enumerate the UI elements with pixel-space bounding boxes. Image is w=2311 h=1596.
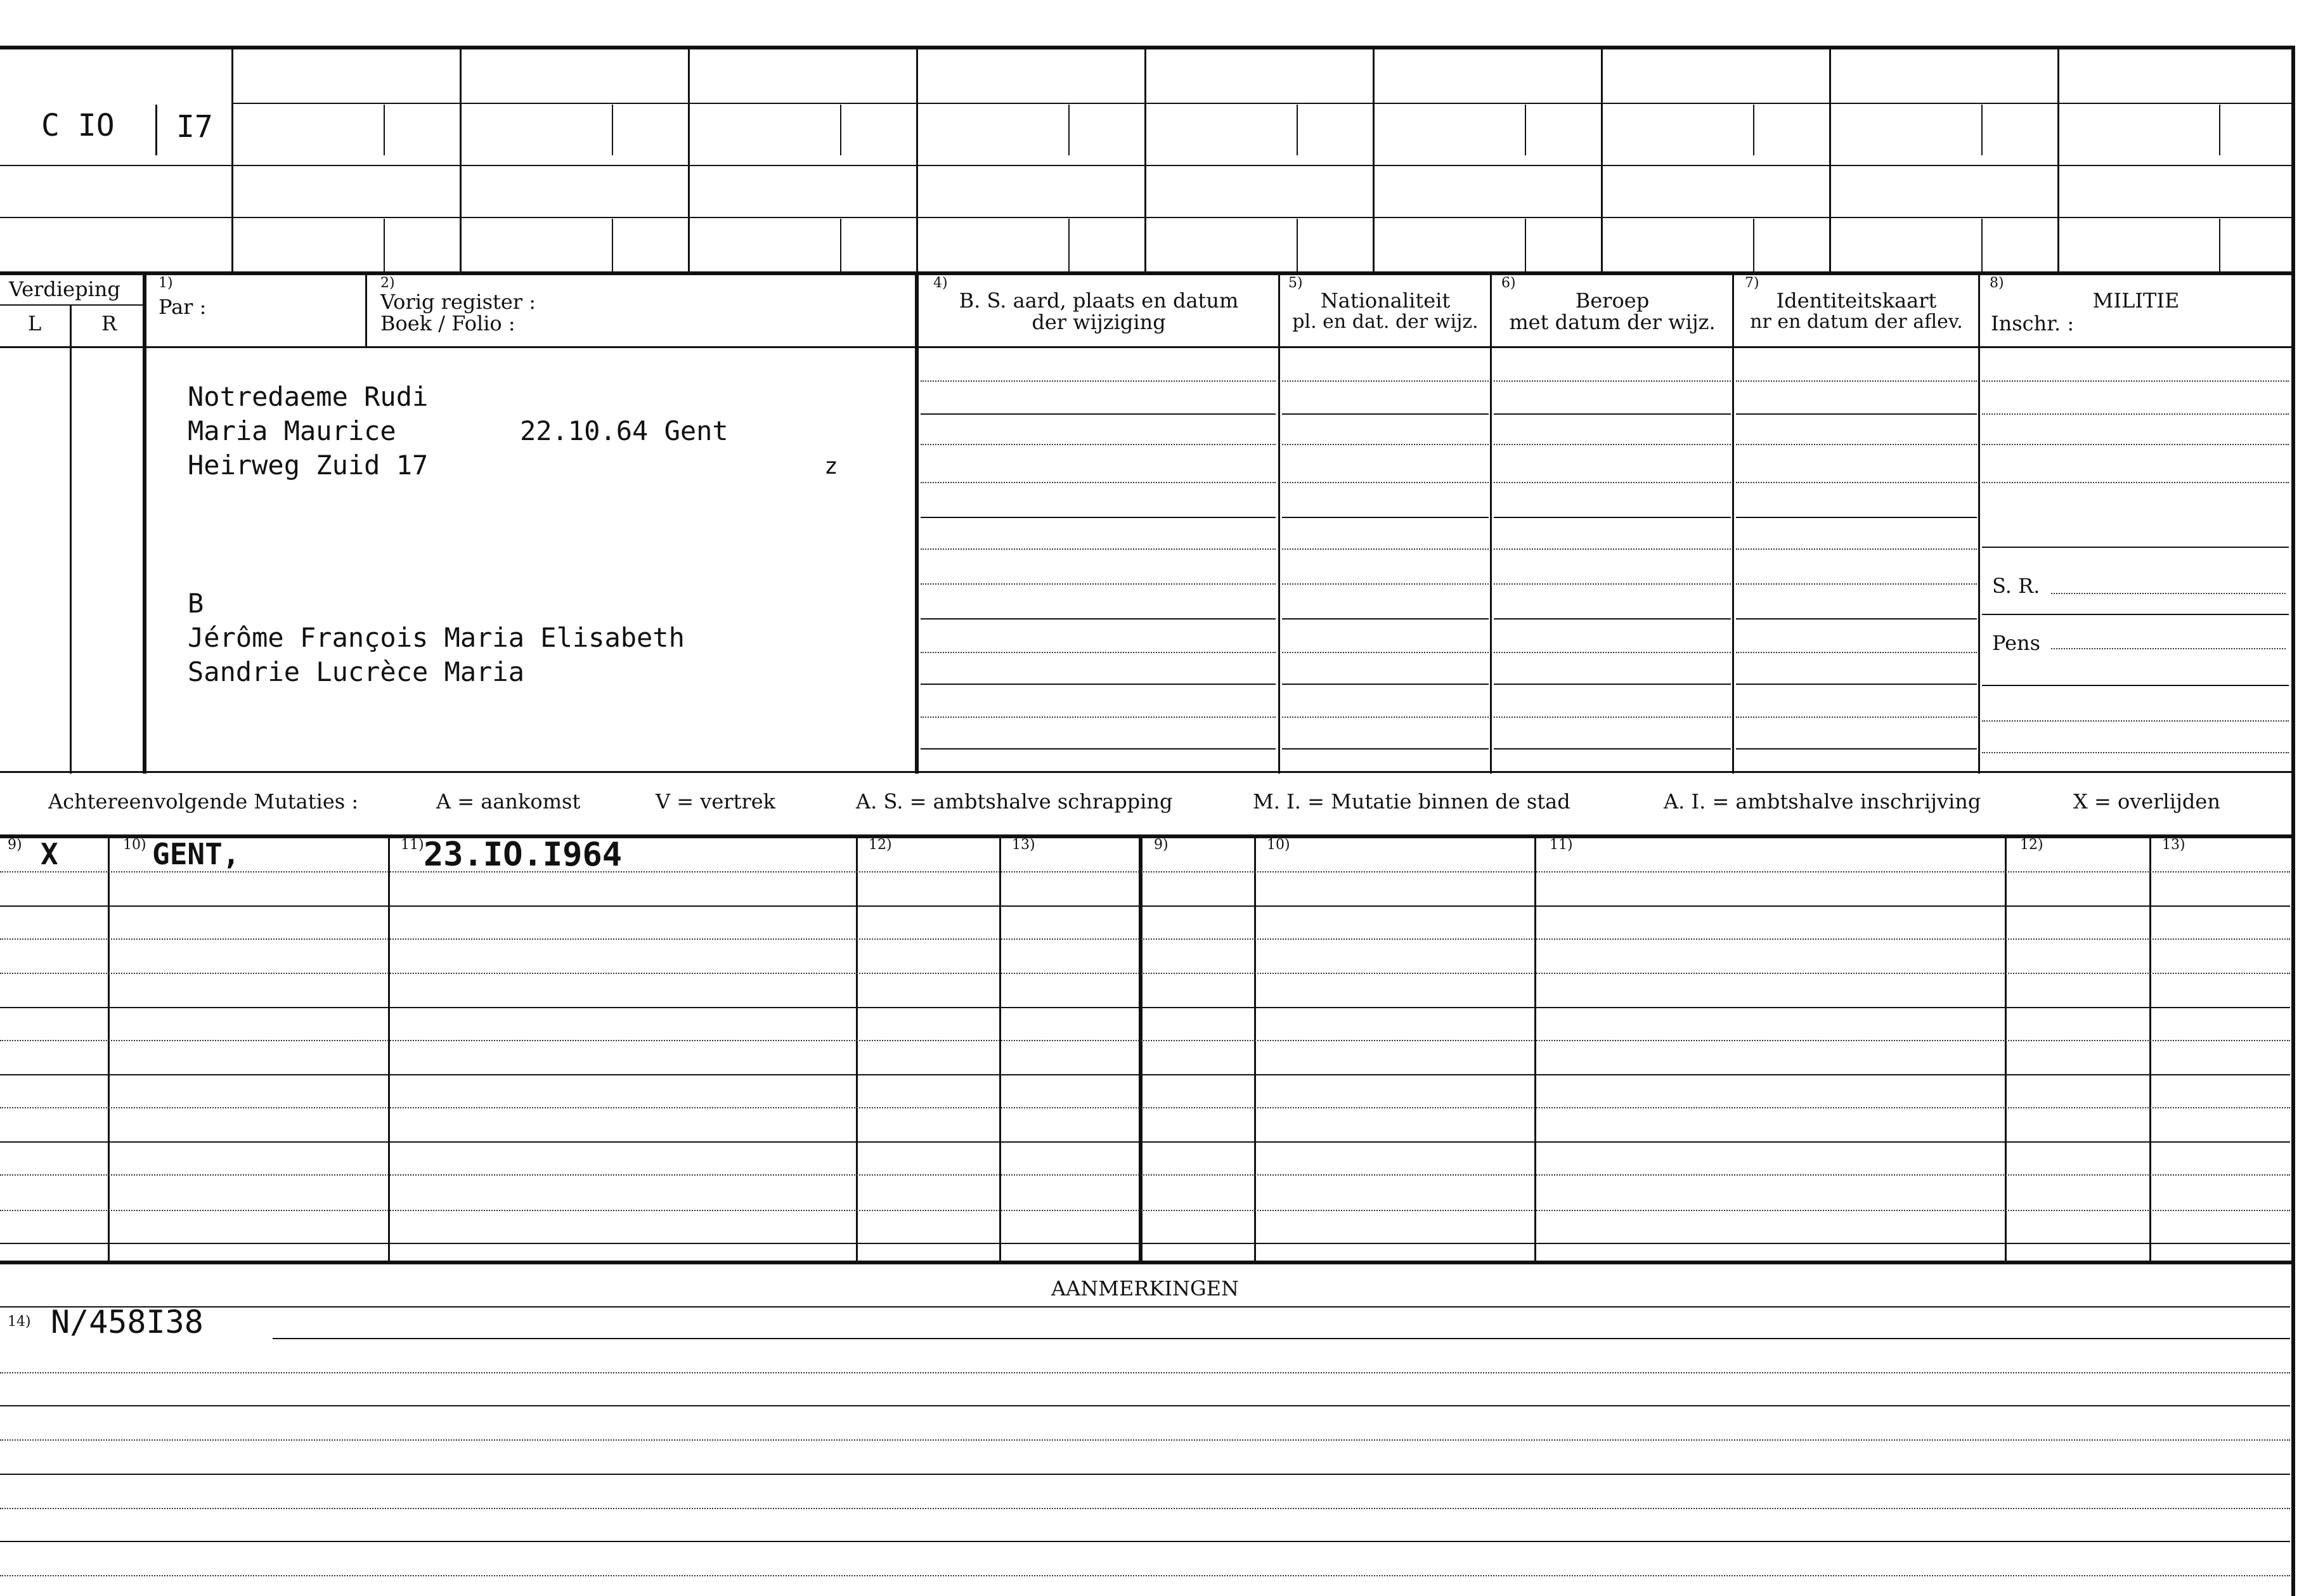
- col-13-num: 13): [1012, 837, 1035, 853]
- bs-label-1: B. S. aard, plaats en datum: [959, 289, 1239, 313]
- mil-num: 8): [1990, 275, 2004, 291]
- nat-num: 5): [1288, 275, 1303, 291]
- remarks-title: AANMERKINGEN: [1051, 1276, 1239, 1301]
- militie-sr: S. R.: [1992, 574, 2040, 598]
- name-line-2: Maria Maurice: [188, 415, 396, 446]
- id-num: 7): [1745, 275, 1759, 291]
- nat-label-2: pl. en dat. der wijz.: [1292, 311, 1479, 333]
- col-11b-num: 11): [1550, 837, 1573, 853]
- nat-label-1: Nationaliteit: [1320, 289, 1451, 313]
- legend-label: Achtereenvolgende Mutaties :: [48, 789, 359, 814]
- name-line-1: Notredaeme Rudi: [188, 381, 429, 412]
- par-label: Par :: [159, 295, 207, 319]
- col-12-num: 12): [869, 837, 892, 853]
- verdieping-label: Verdieping: [9, 277, 120, 301]
- mutation-place: GENT,: [152, 837, 240, 871]
- militie-pens: Pens: [1992, 631, 2041, 655]
- remarks-text: N/458I38: [51, 1304, 204, 1340]
- boek-folio-label: Boek / Folio :: [380, 311, 515, 335]
- mark-z: z: [824, 453, 838, 479]
- col-9-num: 9): [8, 837, 22, 853]
- remarks-num: 14): [8, 1314, 31, 1330]
- vorig-num: 2): [380, 275, 395, 291]
- beroep-label-2: met datum der wijz.: [1509, 310, 1716, 334]
- parents-line-1: Jérôme François Maria Elisabeth: [188, 622, 685, 653]
- bs-num: 4): [933, 275, 948, 291]
- legend-ai: A. I. = ambtshalve inschrijving: [1664, 789, 1981, 814]
- col-9b-num: 9): [1154, 837, 1168, 853]
- legend-x: X = overlijden: [2073, 789, 2220, 814]
- mutation-type: X: [41, 837, 58, 871]
- col-10b-num: 10): [1267, 837, 1290, 853]
- militie-title: MILITIE: [2092, 289, 2180, 313]
- col-r-label: R: [101, 311, 117, 335]
- legend-mi: M. I. = Mutatie binnen de stad: [1253, 789, 1570, 814]
- militie-inschr: Inschr. :: [1991, 311, 2075, 335]
- legend-v: V = vertrek: [656, 789, 776, 814]
- id-label-2: nr en datum der aflev.: [1750, 311, 1963, 333]
- beroep-label-1: Beroep: [1575, 289, 1650, 313]
- parents-line-2: Sandrie Lucrèce Maria: [188, 656, 525, 687]
- address-line: Heirweg Zuid 17: [188, 450, 429, 481]
- col-12b-num: 12): [2020, 837, 2043, 853]
- mutation-date: 23.IO.I964: [424, 836, 623, 874]
- code-left: C IO: [41, 108, 115, 143]
- col-l-label: L: [28, 311, 42, 335]
- family-code: B: [188, 588, 204, 619]
- bs-label-2: der wijziging: [1032, 310, 1166, 334]
- code-right: I7: [176, 109, 213, 145]
- par-num: 1): [159, 275, 173, 291]
- legend-as: A. S. = ambtshalve schrapping: [856, 789, 1173, 814]
- legend-a: A = aankomst: [436, 789, 581, 814]
- col-13b-num: 13): [2162, 837, 2185, 853]
- birth-date-place: 22.10.64 Gent: [520, 415, 728, 446]
- vorig-register-label: Vorig register :: [380, 290, 536, 314]
- col-11-num: 11): [401, 837, 424, 853]
- id-label-1: Identiteitskaart: [1776, 289, 1937, 313]
- col-10-num: 10): [123, 837, 146, 853]
- beroep-num: 6): [1501, 275, 1516, 291]
